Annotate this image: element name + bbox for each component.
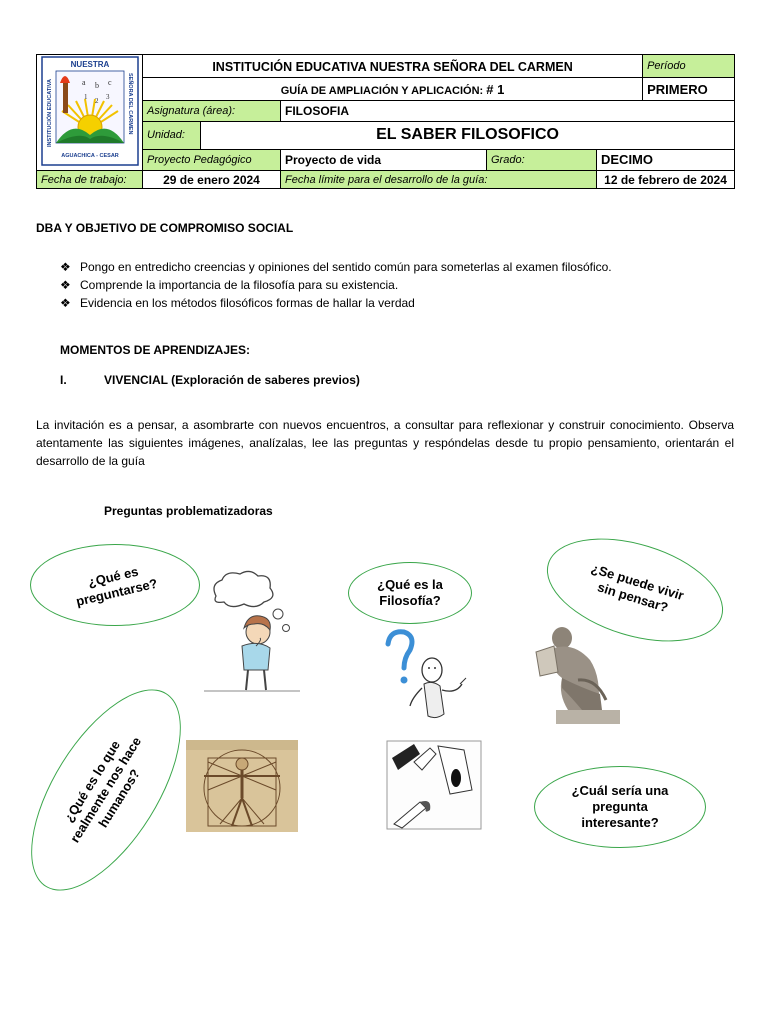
logo-number-1: 1 bbox=[83, 93, 87, 101]
question-5-text: ¿Cuál sería una pregunta interesante? bbox=[571, 783, 669, 830]
guide-number: # 1 bbox=[486, 81, 505, 97]
school-logo-cell bbox=[37, 55, 143, 171]
logo-number-3: 3 bbox=[105, 93, 109, 101]
question-2-text: ¿Qué es la Filosofía? bbox=[377, 577, 443, 608]
list-item bbox=[60, 276, 612, 294]
thinking-person-illustration bbox=[204, 570, 300, 694]
list-item bbox=[60, 294, 612, 312]
period-label: Período bbox=[643, 55, 735, 78]
question-oval-1 bbox=[30, 544, 200, 626]
moments-title: MOMENTOS DE APRENDIZAJES: bbox=[60, 343, 251, 357]
project-label: Proyecto Pedagógico bbox=[143, 149, 281, 170]
header-table bbox=[36, 54, 735, 189]
logo-letter-b: b bbox=[94, 81, 99, 90]
diamond-bullet-icon: ❖ bbox=[60, 296, 71, 310]
logo-letter-c: c bbox=[107, 78, 112, 87]
question-4-text: ¿Qué es lo que realmente nos hace humanos? bbox=[60, 734, 145, 846]
grade-label: Grado: bbox=[487, 149, 597, 170]
logo-left-text: INSTITUCIÓN EDUCATIVA bbox=[46, 79, 53, 147]
thinker-statue-illustration bbox=[522, 618, 622, 726]
vitruvian-man-illustration bbox=[186, 740, 298, 832]
question-oval-2 bbox=[348, 562, 472, 624]
dba-list bbox=[60, 258, 612, 312]
question-1-text: ¿Qué es preguntarse? bbox=[74, 563, 159, 609]
logo-number-2: 2 bbox=[94, 97, 98, 105]
diamond-bullet-icon: ❖ bbox=[60, 278, 71, 292]
unit-label: Unidad: bbox=[143, 121, 201, 149]
dba-item-text: Evidencia en los métodos filosóficos formas de hallar la verdad bbox=[80, 296, 415, 310]
grade-value: DECIMO bbox=[597, 149, 735, 170]
dba-item-text: Comprende la importancia de la filosofía para su existencia. bbox=[80, 278, 399, 292]
project-value: Proyecto de vida bbox=[281, 149, 487, 170]
dba-item-text: Pongo en entredicho creencias y opiniones del sentido común para someterlas al examen filosófico. bbox=[80, 260, 612, 274]
logo-bottom-text: AGUACHICA - CESAR bbox=[60, 153, 119, 159]
logo-letter-a: a bbox=[81, 78, 86, 87]
institution-name: INSTITUCIÓN EDUCATIVA NUESTRA SEÑORA DEL CARMEN bbox=[143, 55, 643, 78]
sketch-drawing-illustration bbox=[386, 740, 482, 830]
section-title: VIVENCIAL (Exploración de saberes previos) bbox=[104, 373, 360, 387]
work-date-label: Fecha de trabajo: bbox=[37, 171, 143, 189]
section-number: I. bbox=[60, 373, 67, 387]
question-oval-5 bbox=[534, 766, 706, 848]
dba-title: DBA Y OBJETIVO DE COMPROMISO SOCIAL bbox=[36, 221, 294, 235]
deadline-label: Fecha límite para el desarrollo de la guía: bbox=[281, 171, 597, 189]
diamond-bullet-icon: ❖ bbox=[60, 260, 71, 274]
intro-paragraph: La invitación es a pensar, a asombrarte con nuevos encuentros, a consultar para reflexionar y construir conocimiento. Observa atentamente las siguientes imágenes, analízalas, lee las preguntas y respóndelas desde tu propio pensamiento, orientarán el desarrollo de la guía bbox=[36, 418, 734, 468]
guide-label: GUÍA DE AMPLIACIÓN Y APLICACIÓN: bbox=[280, 84, 484, 97]
logo-right-text: SEÑORA DEL CARMEN bbox=[126, 73, 133, 135]
guide-title bbox=[143, 78, 643, 100]
work-date-value: 29 de enero 2024 bbox=[143, 171, 281, 189]
subject-value: FILOSOFIA bbox=[281, 100, 735, 121]
list-item bbox=[60, 258, 612, 276]
question-3-text: ¿Se puede vivir sin pensar? bbox=[589, 560, 686, 616]
question-oval-4 bbox=[1, 666, 210, 914]
logo-top-text: NUESTRA bbox=[70, 60, 109, 69]
question-mark-figure-illustration bbox=[380, 628, 476, 724]
period-value: PRIMERO bbox=[643, 78, 735, 100]
subject-label: Asignatura (área): bbox=[143, 100, 281, 121]
unit-value: EL SABER FILOSOFICO bbox=[201, 121, 735, 149]
deadline-value: 12 de febrero de 2024 bbox=[597, 171, 735, 189]
school-logo bbox=[40, 55, 140, 167]
questions-title: Preguntas problematizadoras bbox=[104, 504, 273, 518]
